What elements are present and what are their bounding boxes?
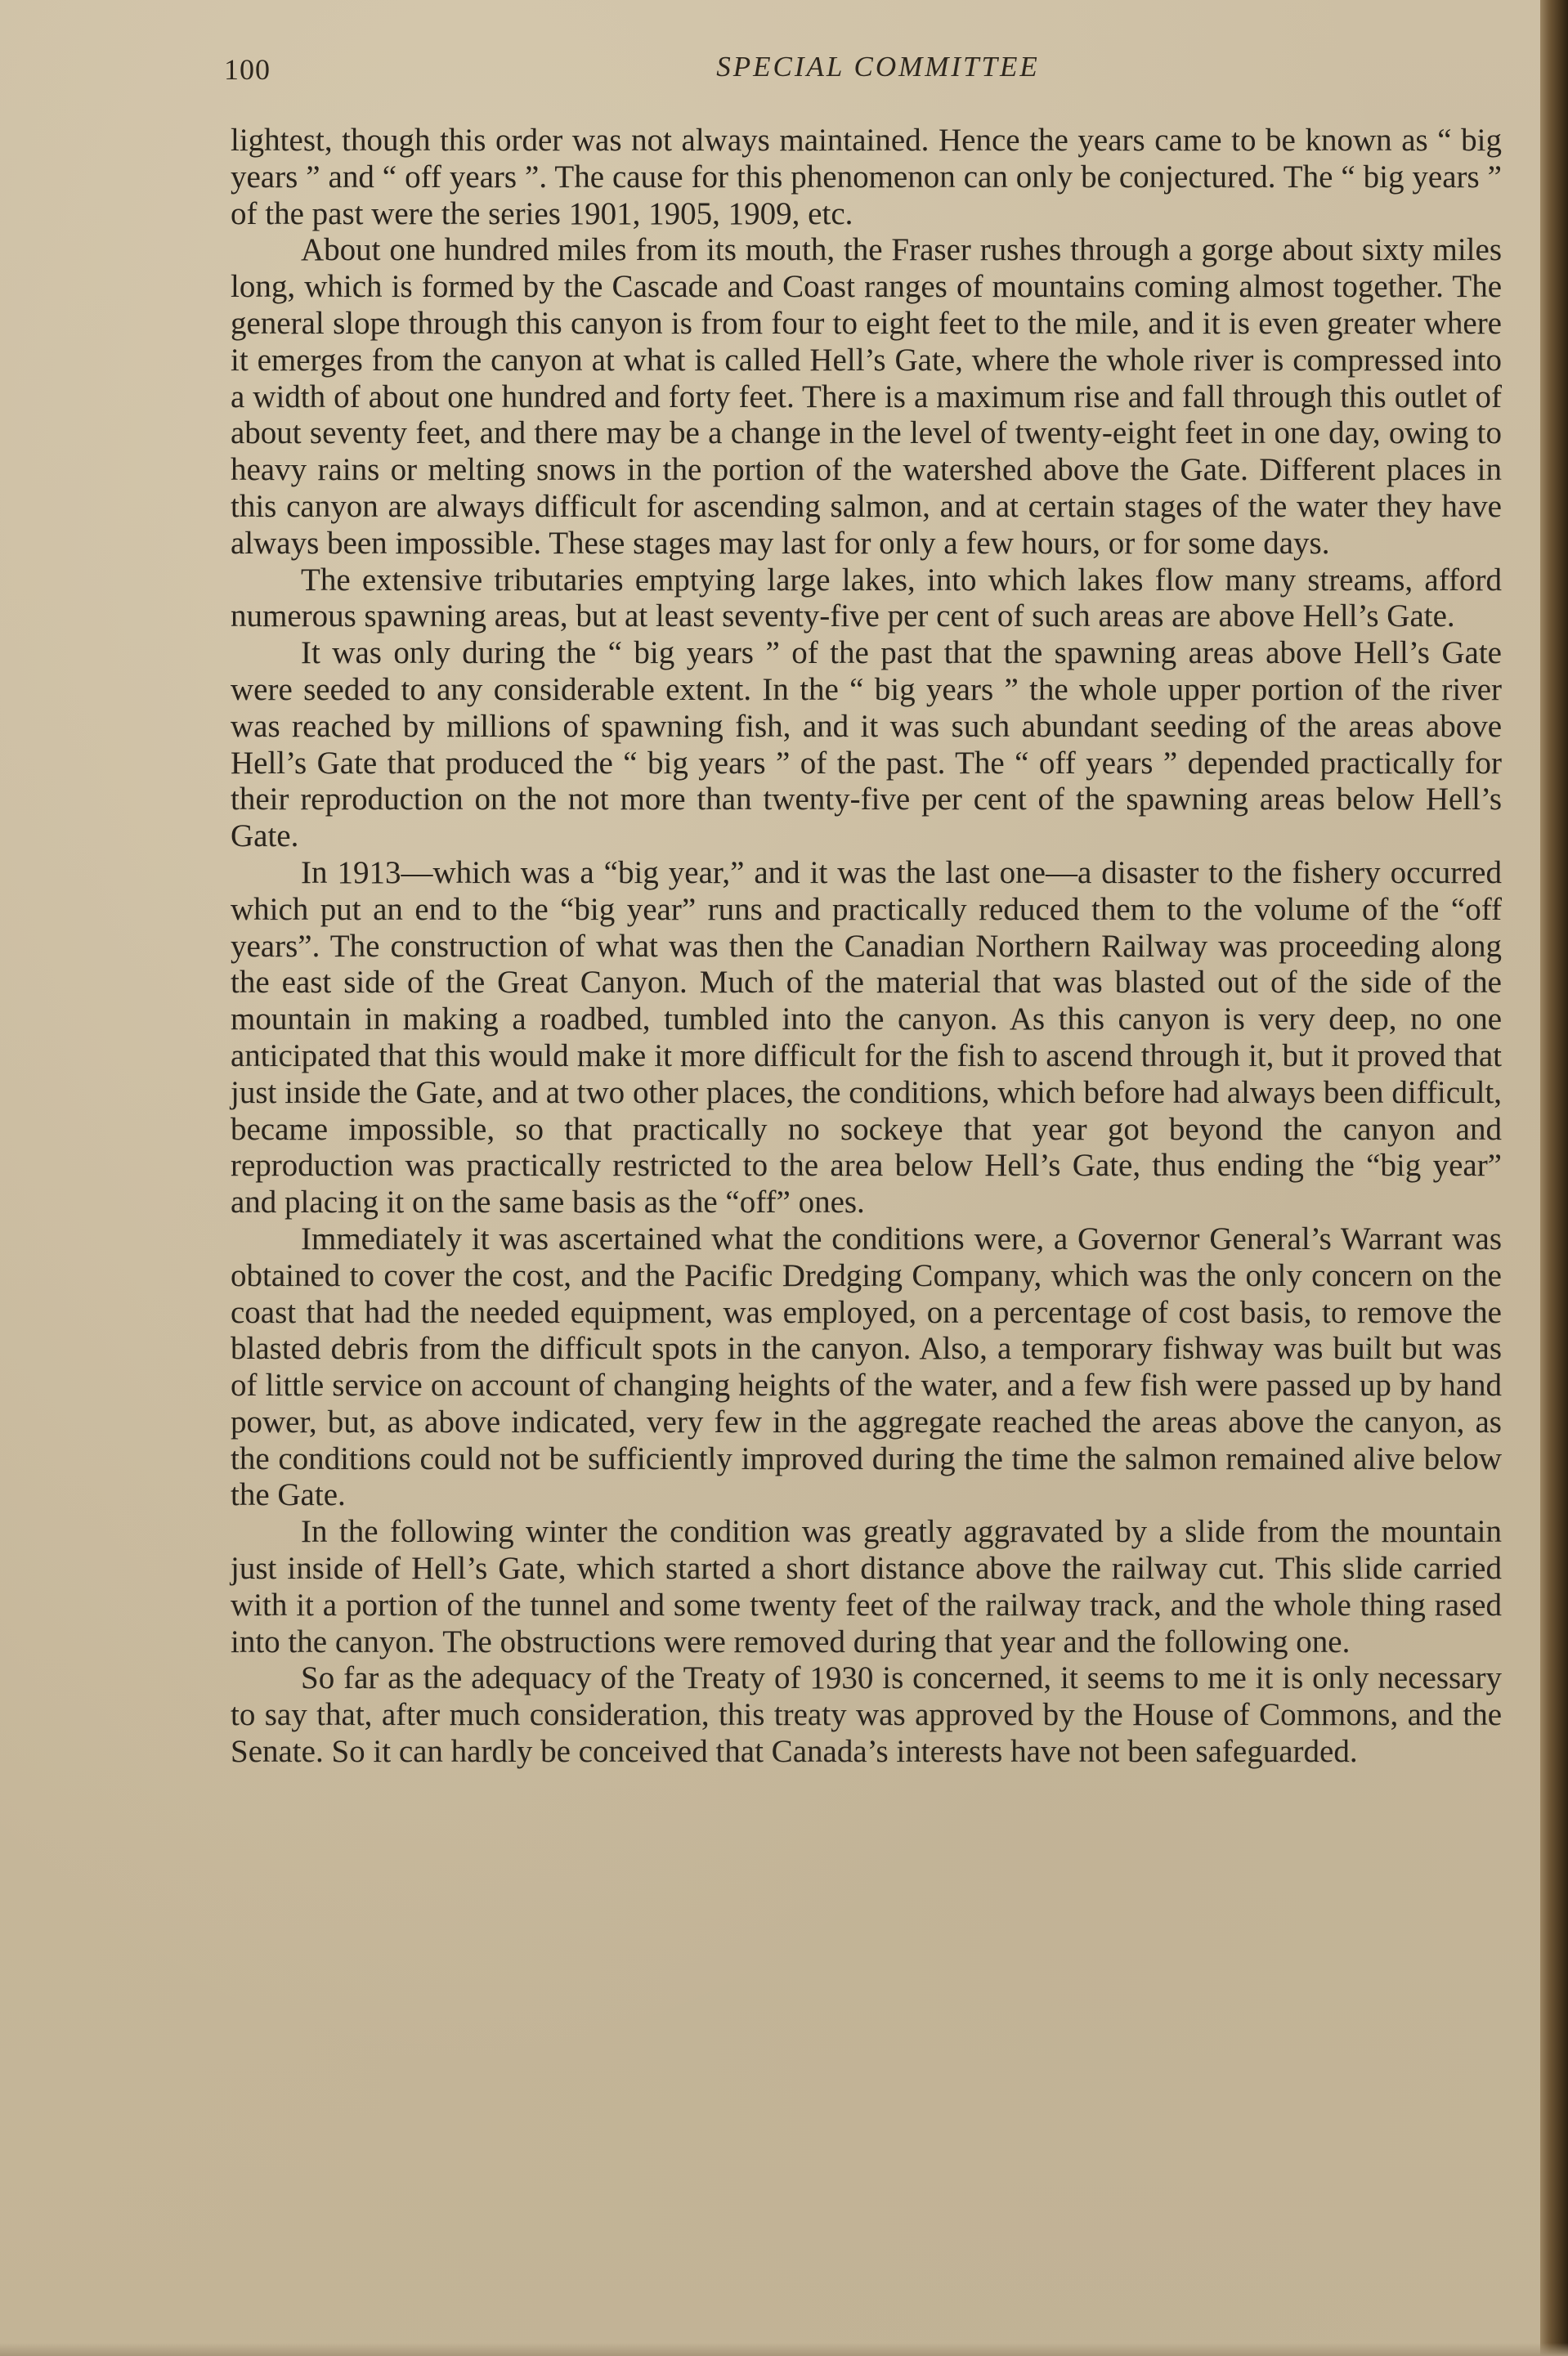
page-bottom-edge xyxy=(0,2343,1568,2356)
paragraph-governor-warrant: Immediately it was ascertained what the conditions were, a Governor General’s Warrant was obtained to cover the cost, and the Pacific Dredging Company, which was the only concern on the coast that had the needed equipment, was employed, on a percentage of cost basis, to remove the blasted debris from the difficult spots in the canyon. Also, a temporary fishway was built but was of little service on account of changing heights of the water, and a few fish were passed up by hand power, but, as above indicated, very few in the aggregate reached the areas above the canyon, as the conditions could not be sufficiently improved during the time the salmon remained alive below the Gate. xyxy=(231,1221,1502,1513)
paragraph-treaty-1930: So far as the adequacy of the Treaty of 1930 is concerned, it seems to me it is only necessary to say that, after much consideration, this treaty was approved by the House of Commons, and the Senate. So it can hardly be conceived that Canada’s interests have not been safeguarded. xyxy=(231,1660,1502,1770)
paragraph-1913-disaster: In 1913—which was a “big year,” and it was the last one—a disaster to the fishery occurred which put an end to the “big year” runs and practically reduced them to the volume of the “off years”. The construction of what was then the Canadian Northern Railway was proceeding along the east side of the Great Canyon. Much of the material that was blasted out of the side of the mountain in making a roadbed, tumbled into the canyon. As this canyon is very deep, no one anticipated that this would make it more difficult for the fish to ascend through it, but it proved that just inside the Gate, and at two other places, the conditions, which before had always been difficult, became impossible, so that practically no sockeye that year got beyond the canyon and reproduction was practically restricted to the area below Hell’s Gate, thus ending the “big year” and placing it on the same basis as the “off” ones. xyxy=(231,854,1502,1221)
paragraph-big-years: It was only during the “ big years ” of the past that the spawning areas above Hell’s Gate were seeded to any considerable extent. In the “ big years ” the whole upper portion of the river was reached by millions of spawning fish, and it was such abundant seeding of the areas above Hell’s Gate that produced the “ big years ” of the past. The “ off years ” depended practically for their reproduction on the not more than twenty-five per cent of the spawning areas below Hell’s Gate. xyxy=(231,635,1502,854)
paragraph-winter-slide: In the following winter the condition was greatly aggravated by a slide from the mountain just inside of Hell’s Gate, which started a short distance above the railway cut. This slide carried with it a portion of the tunnel and some twenty feet of the railway track, and the whole thing rased into the canyon. The obstructions were removed during that year and the following one. xyxy=(231,1514,1502,1660)
paragraph-tributaries: The extensive tributaries emptying large lakes, into which lakes flow many streams, afford numerous spawning areas, but at least seventy-five per cent of such areas are above Hell’s Gate. xyxy=(231,562,1502,634)
page-binding-edge xyxy=(1540,0,1568,2356)
running-title: SPECIAL COMMITTEE xyxy=(716,51,1040,83)
paragraph-fraser-gorge: About one hundred miles from its mouth, the Fraser rushes through a gorge about sixty miles long, which is formed by the Cascade and Coast ranges of mountains coming almost together. The general slope through this canyon is from four to eight feet to the mile, and it is even greater where it emerges from the canyon at what is called Hell’s Gate, where the whole river is compressed into a width of about one hundred and forty feet. There is a maximum rise and fall through this outlet of about seventy feet, and there may be a change in the level of twenty-eight feet in one day, owing to heavy rains or melting snows in the portion of the watershed above the Gate. Different places in this canyon are always difficult for ascending salmon, and at certain stages of the water they have always been impossible. These stages may last for only a few hours, or for some days. xyxy=(231,232,1502,561)
page-header xyxy=(224,47,1501,93)
paragraph-continued: lightest, though this order was not always maintained. Hence the years came to be known as “ big years ” and “ off years ”. The cause for this phenomenon can only be conjectured. The “ big years ” of the past were the series 1901, 1905, 1909, etc. xyxy=(231,123,1502,231)
page-number: 100 xyxy=(224,53,271,86)
body-text xyxy=(231,123,1502,1771)
